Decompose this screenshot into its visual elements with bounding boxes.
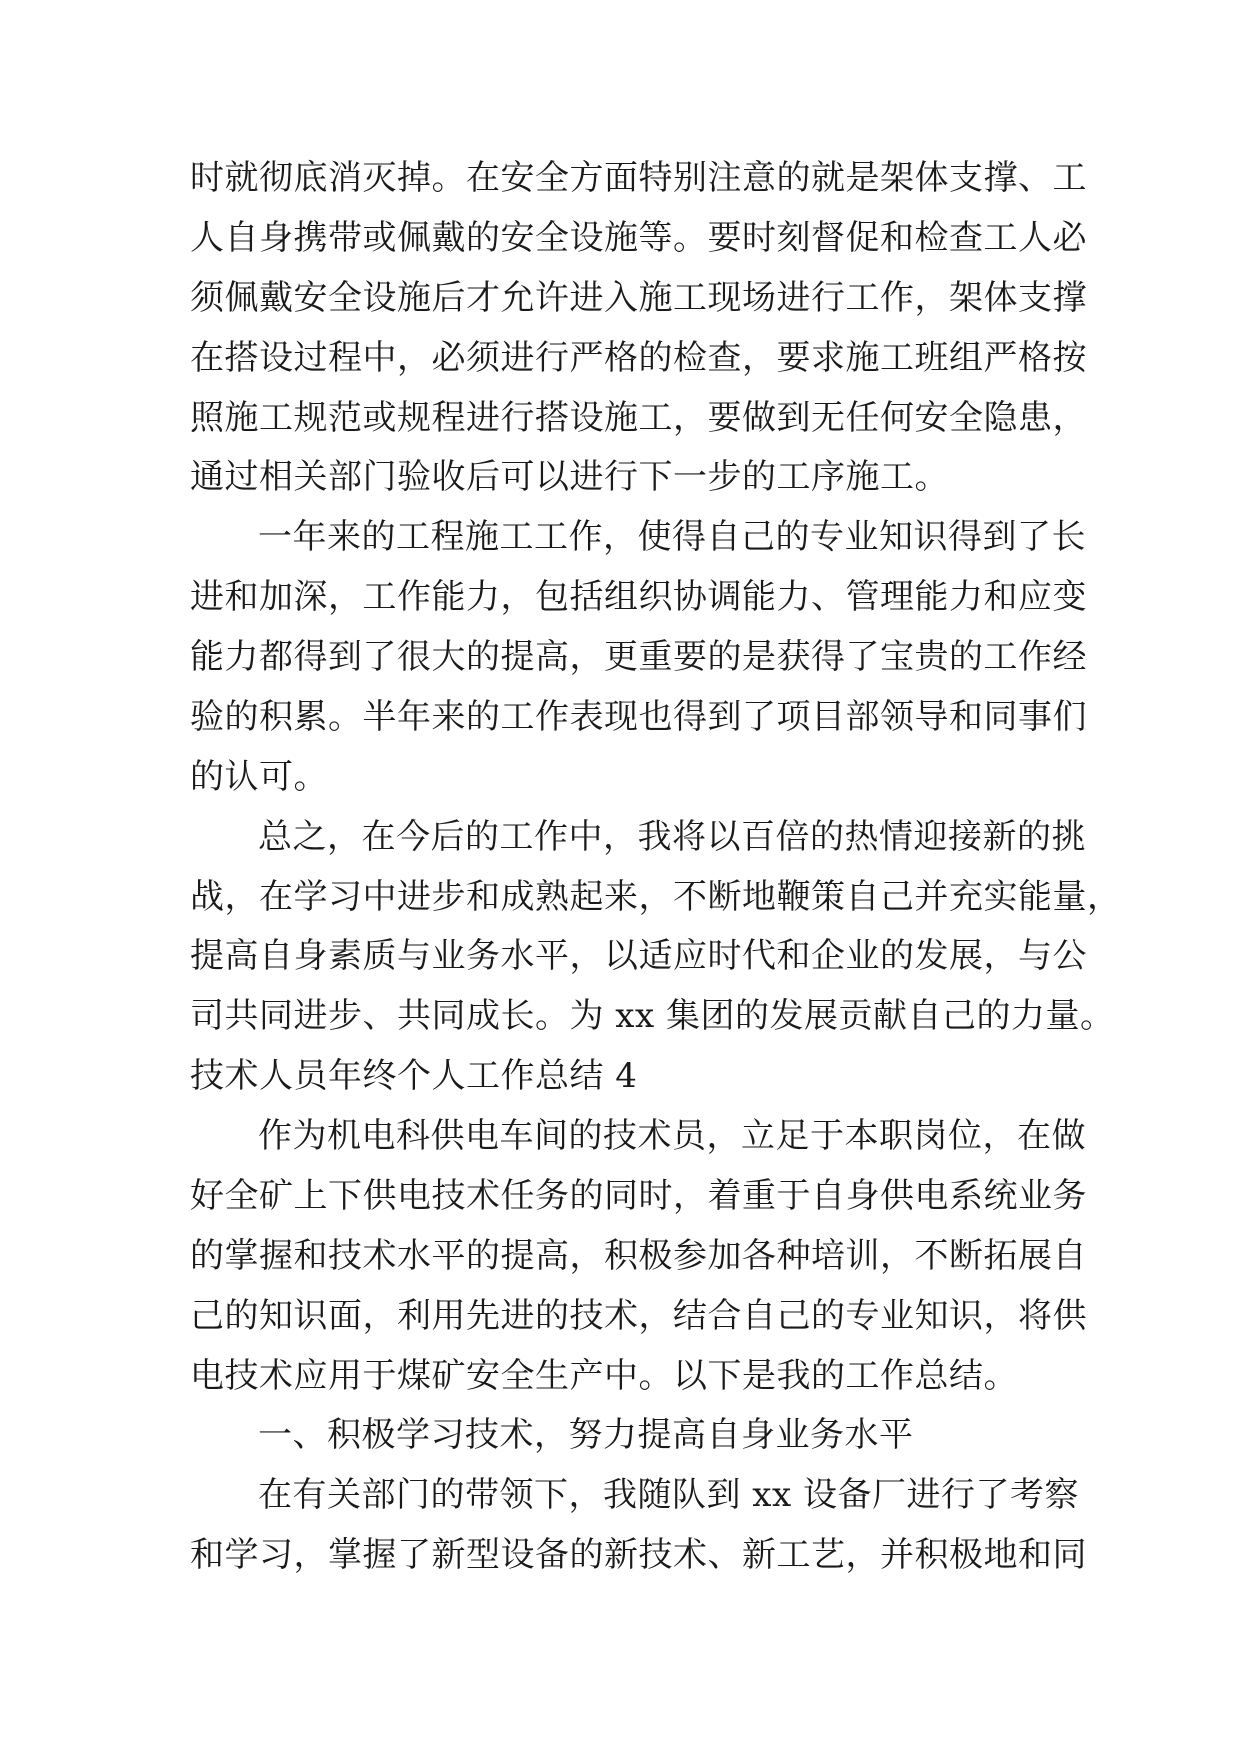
text-line: 司共同进步、共同成长。为 xx 集团的发展贡献自己的力量。 [190, 996, 1115, 1036]
text-line: 在搭设过程中，必须进行严格的检查，要求施工班组严格按 [190, 338, 1087, 378]
section-heading: 技术人员年终个人工作总结 4 [190, 1056, 638, 1096]
text-line: 进和加深，工作能力，包括组织协调能力、管理能力和应变 [190, 577, 1087, 617]
text-line: 须佩戴安全设施后才允许进入施工现场进行工作，架体支撑 [190, 278, 1087, 318]
text-line: 好全矿上下供电技术任务的同时，着重于自身供电系统业务 [190, 1176, 1087, 1216]
text-line: 时就彻底消灭掉。在安全方面特别注意的就是架体支撑、工 [190, 158, 1087, 198]
paragraph-first-line: 总之，在今后的工作中，我将以百倍的热情迎接新的挑 [258, 817, 1086, 857]
text-line: 提高自身素质与业务水平，以适应时代和企业的发展，与公 [190, 936, 1087, 976]
text-line: 通过相关部门验收后可以进行下一步的工序施工。 [190, 457, 949, 497]
text-line: 人自身携带或佩戴的安全设施等。要时刻督促和检查工人必 [190, 218, 1087, 258]
text-line: 战，在学习中进步和成熟起来，不断地鞭策自己并充实能量， [190, 877, 1122, 917]
text-line: 的认可。 [190, 757, 328, 797]
paragraph-first-line: 一年来的工程施工工作，使得自己的专业知识得到了长 [258, 517, 1086, 557]
paragraph-first-line: 在有关部门的带领下，我随队到 xx 设备厂进行了考察 [258, 1475, 1079, 1515]
text-line: 的掌握和技术水平的提高，积极参加各种培训，不断拓展自 [190, 1236, 1087, 1276]
text-line: 能力都得到了很大的提高，更重要的是获得了宝贵的工作经 [190, 637, 1087, 677]
text-line: 照施工规范或规程进行搭设施工，要做到无任何安全隐患， [190, 398, 1087, 438]
paragraph-first-line: 作为机电科供电车间的技术员，立足于本职岗位，在做 [258, 1116, 1086, 1156]
text-line: 己的知识面，利用先进的技术，结合自己的专业知识，将供 [190, 1296, 1087, 1336]
text-line: 验的积累。半年来的工作表现也得到了项目部领导和同事们 [190, 697, 1087, 737]
text-line: 和学习，掌握了新型设备的新技术、新工艺，并积极地和同 [190, 1535, 1087, 1575]
subheading: 一、积极学习技术，努力提高自身业务水平 [258, 1415, 914, 1455]
text-line: 电技术应用于煤矿安全生产中。以下是我的工作总结。 [190, 1356, 1018, 1396]
